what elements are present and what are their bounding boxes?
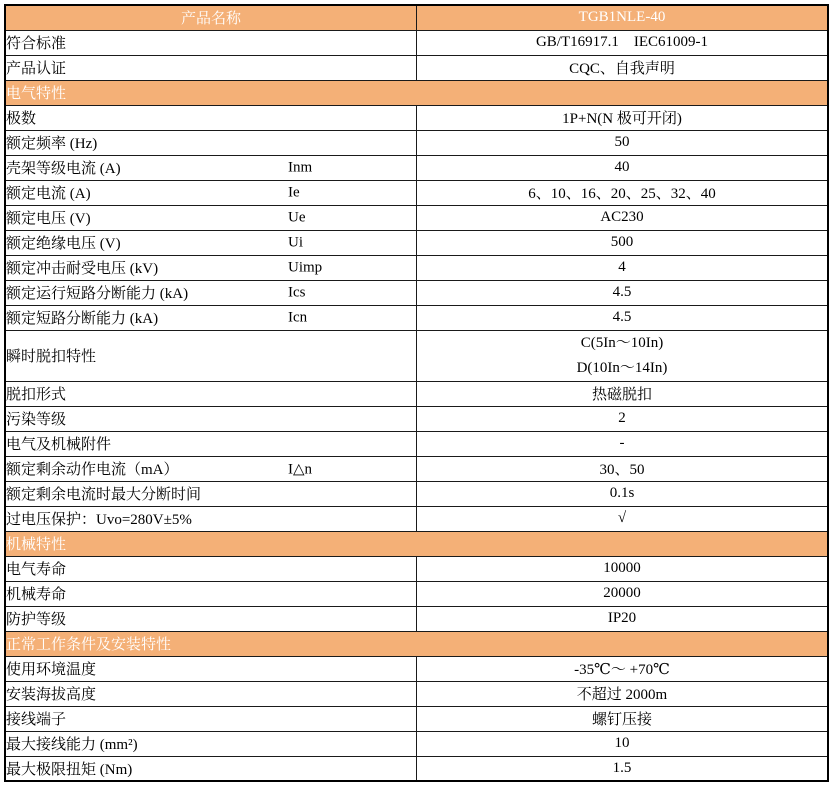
spec-label-cell (5, 305, 417, 330)
spec-label-cell (5, 280, 417, 305)
spec-label: 极数 (6, 111, 37, 127)
table-row (5, 656, 828, 681)
spec-label-cell (5, 180, 417, 205)
spec-value: 2 (618, 410, 626, 426)
table-header-row (5, 5, 828, 30)
spec-label: 最大接线能力 (mm²) (6, 737, 138, 753)
table-row (5, 105, 828, 130)
spec-symbol: Ui (288, 234, 303, 250)
spec-value-cell (417, 756, 829, 781)
spec-label-cell (5, 481, 417, 506)
spec-value: 不超过 2000m (576, 687, 668, 703)
table-row (5, 681, 828, 706)
spec-label: 电气寿命 (6, 562, 67, 578)
spec-label-cell (5, 130, 417, 155)
spec-value-cell (417, 105, 829, 130)
table-row (5, 756, 828, 781)
spec-label-cell (5, 255, 417, 280)
spec-value-cell (417, 706, 829, 731)
spec-label: 电气及机械附件 (6, 437, 112, 453)
section-header-row (5, 531, 828, 556)
spec-value-cell (417, 681, 829, 706)
table-row (5, 731, 828, 756)
spec-symbol: Icn (288, 309, 308, 325)
spec-label-cell (5, 155, 417, 180)
spec-value-cell (417, 556, 829, 581)
spec-label: 瞬时脱扣特性 (6, 349, 97, 365)
spec-label-cell (5, 456, 417, 481)
product-model-header: TGB1NLE-40 (417, 5, 829, 30)
spec-value-cell (417, 481, 829, 506)
spec-label-cell (5, 506, 417, 531)
spec-label-cell (5, 431, 417, 456)
spec-label: 污染等级 (6, 412, 67, 428)
table-row (5, 581, 828, 606)
spec-label-cell (5, 756, 417, 781)
spec-value: 4.5 (612, 309, 632, 325)
section-header-row (5, 631, 828, 656)
spec-value: 6、10、16、20、25、32、40 (528, 186, 716, 202)
spec-value: 40 (614, 159, 630, 175)
spec-symbol: I△n (288, 461, 313, 477)
spec-value-cell (417, 55, 829, 80)
section-header-row (5, 80, 828, 105)
table-row (5, 305, 828, 330)
spec-value-cell (417, 406, 829, 431)
section-title: 机械特性 (5, 531, 828, 556)
spec-label: 机械寿命 (6, 587, 67, 603)
spec-value-cell (417, 30, 829, 55)
table-row (5, 230, 828, 255)
spec-value: 0.1s (609, 485, 635, 501)
table-row (5, 706, 828, 731)
spec-label-cell (5, 105, 417, 130)
spec-value: GB/T16917.1 IEC61009-1 (535, 34, 709, 50)
spec-value: 4 (618, 259, 626, 275)
spec-label: 额定短路分断能力 (kA) (6, 311, 159, 327)
spec-label-cell (5, 55, 417, 80)
spec-value: 螺钉压接 (591, 712, 652, 728)
spec-value: 30、50 (599, 462, 645, 478)
spec-symbol: Ie (288, 184, 300, 200)
spec-value-cell (417, 180, 829, 205)
spec-label-cell (5, 406, 417, 431)
table-row (5, 205, 828, 230)
spec-value-cell (417, 255, 829, 280)
section-title: 正常工作条件及安装特性 (5, 631, 828, 656)
spec-value-cell (417, 205, 829, 230)
table-row (5, 130, 828, 155)
product-name-header: 产品名称 (5, 5, 417, 30)
spec-value: AC230 (600, 209, 644, 225)
spec-label-cell (5, 606, 417, 631)
spec-value-cell (417, 381, 829, 406)
spec-label: 壳架等级电流 (A) (6, 161, 121, 177)
spec-label: 额定剩余动作电流（mA） (6, 462, 179, 478)
spec-label: 额定运行短路分断能力 (kA) (6, 286, 189, 302)
spec-label: 额定电压 (V) (6, 211, 91, 227)
spec-label-cell (5, 681, 417, 706)
product-spec-table (4, 4, 829, 782)
spec-value: IP20 (607, 610, 637, 626)
spec-symbol: Ue (288, 209, 306, 225)
spec-value-cell (417, 456, 829, 481)
table-row (5, 481, 828, 506)
spec-value-cell (417, 305, 829, 330)
table-row (5, 330, 828, 381)
spec-value-cell (417, 581, 829, 606)
spec-value-cell (417, 731, 829, 756)
spec-label-cell (5, 656, 417, 681)
spec-label-cell (5, 381, 417, 406)
table-row (5, 506, 828, 531)
spec-label-cell (5, 30, 417, 55)
spec-value-cell (417, 155, 829, 180)
spec-label: 额定频率 (Hz) (6, 136, 98, 152)
spec-value: √ (617, 510, 627, 526)
spec-value: 热磁脱扣 (591, 387, 652, 403)
spec-symbol: Inm (288, 159, 313, 175)
spec-label-cell (5, 330, 417, 381)
spec-label-cell (5, 731, 417, 756)
table-row (5, 381, 828, 406)
spec-value-cell (417, 330, 829, 381)
spec-value-cell (417, 130, 829, 155)
spec-value: 4.5 (612, 284, 632, 300)
spec-label: 额定剩余电流时最大分断时间 (6, 487, 202, 503)
spec-value-cell (417, 280, 829, 305)
spec-symbol: Uimp (288, 259, 323, 275)
spec-symbol: Ics (288, 284, 306, 300)
spec-label: 额定电流 (A) (6, 186, 91, 202)
spec-value-cell (417, 506, 829, 531)
table-row (5, 30, 828, 55)
spec-label: 脱扣形式 (6, 387, 67, 403)
spec-label-cell (5, 706, 417, 731)
table-row (5, 155, 828, 180)
spec-value-cell (417, 656, 829, 681)
spec-value: 1.5 (612, 759, 632, 776)
spec-value: -35℃～ +70℃ (574, 662, 670, 678)
spec-label: 额定冲击耐受电压 (kV) (6, 261, 159, 277)
spec-label-cell (5, 556, 417, 581)
table-row (5, 556, 828, 581)
spec-label-cell (5, 230, 417, 255)
table-row (5, 431, 828, 456)
spec-value: 10 (614, 735, 630, 751)
spec-label: 额定绝缘电压 (V) (6, 236, 121, 252)
spec-value: 1P+N(N 极可开闭) (562, 111, 682, 127)
spec-value: CQC、自我声明 (569, 61, 675, 77)
spec-label: 最大极限扭矩 (Nm) (6, 761, 133, 778)
spec-value: 20000 (603, 585, 641, 601)
spec-label: 过电压保护：Uvo=280V±5% (6, 512, 192, 528)
section-title: 电气特性 (5, 80, 828, 105)
spec-label: 符合标准 (6, 36, 67, 52)
spec-label: 接线端子 (6, 712, 67, 728)
spec-label: 使用环境温度 (6, 662, 97, 678)
spec-value-cell (417, 606, 829, 631)
table-row (5, 280, 828, 305)
table-row (5, 456, 828, 481)
table-row (5, 55, 828, 80)
spec-label: 产品认证 (6, 61, 67, 77)
spec-value: 500 (610, 234, 634, 250)
spec-value: - (619, 435, 625, 451)
spec-value-cell (417, 230, 829, 255)
spec-value: 10000 (603, 560, 641, 576)
spec-label: 安装海拔高度 (6, 687, 97, 703)
spec-label-cell (5, 581, 417, 606)
table-row (5, 606, 828, 631)
spec-label-cell (5, 205, 417, 230)
spec-value: 50 (614, 134, 630, 150)
table-row (5, 180, 828, 205)
spec-value-cell (417, 431, 829, 456)
spec-label: 防护等级 (6, 612, 67, 628)
spec-value: C(5In～10In) (580, 334, 664, 351)
spec-value-line2: D(10In～14In) (576, 359, 668, 376)
table-row (5, 406, 828, 431)
table-row (5, 255, 828, 280)
